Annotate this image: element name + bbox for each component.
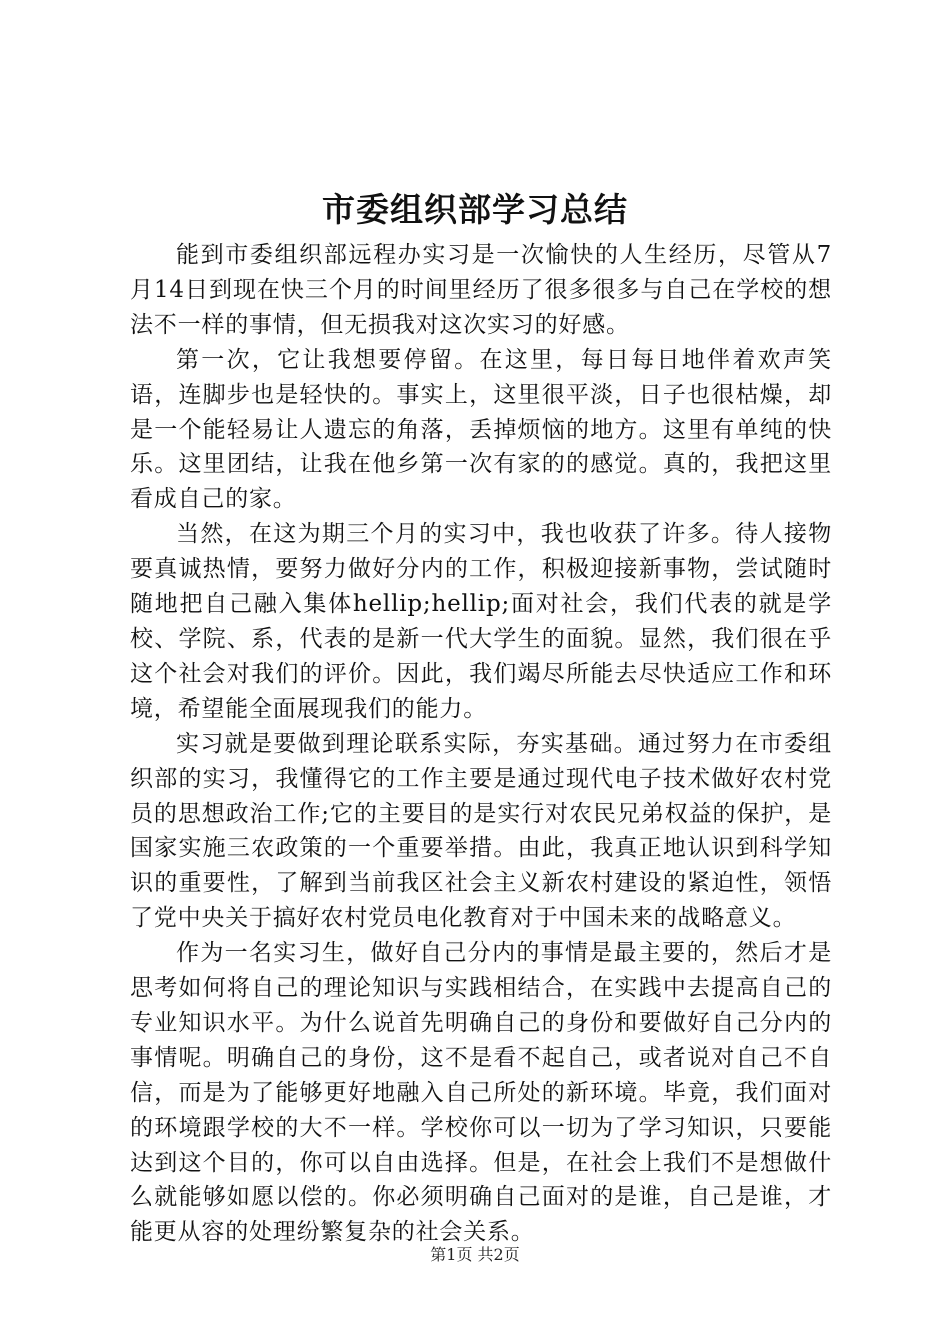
paragraph-3: 当然，在这为期三个月的实习中，我也收获了许多。待人接物要真诚热情，要努力做好分内的工作，积极迎接新事物，尝试随时随地把自己融入集体hellip;hellip;面对社会，我们代表的就是学校、学院、系，代表的是新一代大学生的面貌。显然，我们很在乎这个社会对我们的评价。因此，我们竭尽所能去尽快适应工作和环境，希望能全面展现我们的能力。 — [130, 521, 832, 722]
paragraph-4: 实习就是要做到理论联系实际，夯实基础。通过努力在市委组织部的实习，我懂得它的工作主要是通过现代电子技术做好农村党员的思想政治工作;它的主要目的是实行对农民兄弟权益的保护，是国家实施三农政策的一个重要举措。由此，我真正地认识到科学知识的重要性，了解到当前我区社会主义新农村建设的紧迫性，领悟了党中央关于搞好农村党员电化教育对于中国未来的战略意义。 — [130, 730, 832, 932]
paragraph-1: 能到市委组织部远程办实习是一次愉快的人生经历，尽管从7月14日到现在快三个月的时间里经历了很多很多与自己在学校的想法不一样的事情，但无损我对这次实习的好感。 — [130, 242, 832, 338]
document-title: 市委组织部学习总结 — [322, 190, 628, 229]
page-number-footer: 第1页 共2页 — [430, 1245, 520, 1264]
paragraph-5: 作为一名实习生，做好自己分内的事情是最主要的，然后才是思考如何将自己的理论知识与实践相结合，在实践中去提高自己的专业知识水平。为什么说首先明确自己的身份和要做好自己分内的事情呢。明确自己的身份，这不是看不起自己，或者说对自己不自信，而是为了能够更好地融入自己所处的新环境。毕竟，我们面对的环境跟学校的大不一样。学校你可以一切为了学习知识，只要能达到这个目的，你可以自由选择。但是，在社会上我们不是想做什么就能够如愿以偿的。你必须明确自己面对的是谁，自己是谁，才能更从容的处理纷繁复杂的社会关系。 — [130, 940, 832, 1246]
document-body — [130, 238, 832, 1250]
paragraph-2: 第一次，它让我想要停留。在这里，每日每日地伴着欢声笑语，连脚步也是轻快的。事实上，这里很平淡，日子也很枯燥，却是一个能轻易让人遗忘的角落，丢掉烦恼的地方。这里有单纯的快乐。这里团结，让我在他乡第一次有家的的感觉。真的，我把这里看成自己的家。 — [130, 346, 832, 513]
